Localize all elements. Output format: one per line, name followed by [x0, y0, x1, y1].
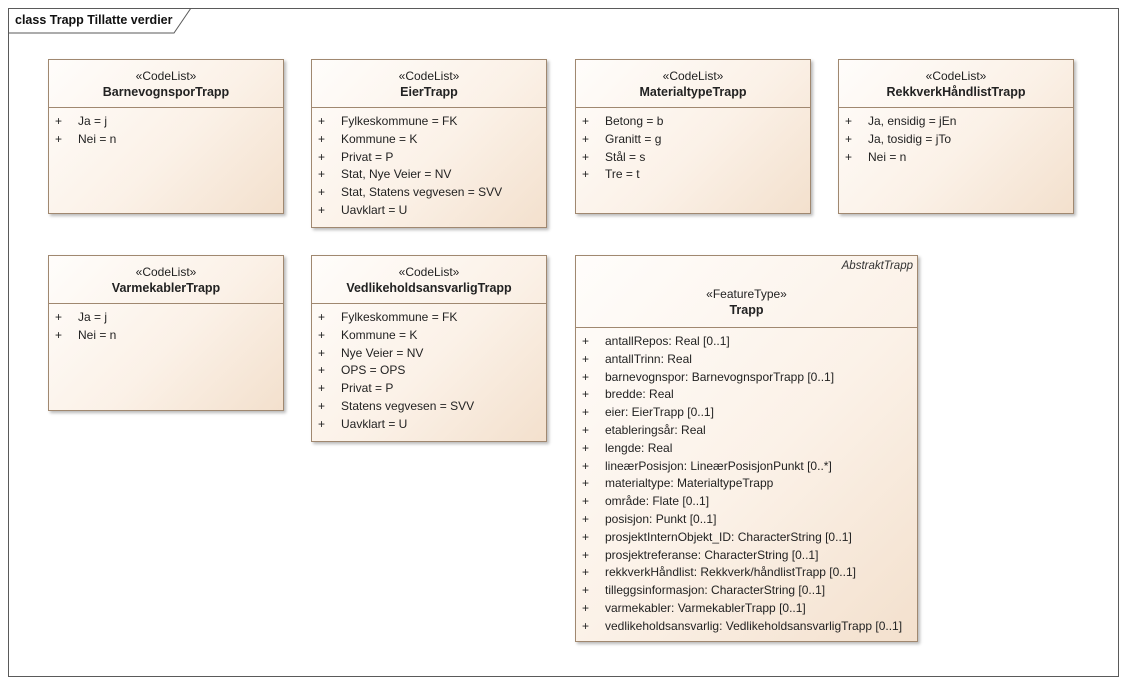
class-attribute[interactable]	[576, 113, 810, 131]
attribute-text: posisjon: Punkt [0..1]	[605, 511, 717, 526]
class-attribute[interactable]	[312, 416, 546, 434]
abstract-class-label: AbstraktTrapp	[841, 260, 913, 272]
class-stereotype: «CodeList»	[662, 69, 724, 83]
class-name: EierTrapp	[400, 85, 458, 99]
visibility-public-icon: +	[582, 458, 590, 473]
visibility-public-icon: +	[582, 618, 590, 633]
class-attribute[interactable]	[312, 149, 546, 167]
visibility-public-icon: +	[582, 351, 590, 366]
visibility-public-icon: +	[582, 369, 590, 384]
visibility-public-icon: +	[318, 114, 326, 128]
attribute-text: antallTrinn: Real	[605, 351, 692, 366]
attribute-text: lineærPosisjon: LineærPosisjonPunkt [0..*]	[605, 458, 832, 473]
attribute-text: antallRepos: Real [0..1]	[605, 334, 730, 348]
class-attribute[interactable]	[576, 493, 917, 511]
class-attribute[interactable]	[576, 529, 917, 547]
class-stereotype: «FeatureType»	[706, 287, 787, 301]
class-header	[576, 60, 810, 108]
class-header	[49, 60, 283, 108]
visibility-public-icon: +	[582, 167, 590, 182]
class-header	[839, 60, 1073, 108]
visibility-public-icon: +	[318, 363, 326, 378]
visibility-public-icon: +	[582, 131, 590, 146]
attribute-text: bredde: Real	[605, 387, 674, 402]
class-attribute[interactable]	[576, 149, 810, 167]
attribute-text: varmekabler: VarmekablerTrapp [0..1]	[605, 600, 806, 615]
class-stereotype: «CodeList»	[135, 265, 197, 279]
attribute-text: Nei = n	[78, 131, 117, 146]
class-attribute[interactable]	[49, 131, 283, 149]
class-attribute[interactable]	[312, 309, 546, 327]
visibility-public-icon: +	[318, 345, 326, 360]
class-header	[49, 256, 283, 304]
visibility-public-icon: +	[55, 310, 63, 324]
visibility-public-icon: +	[582, 387, 590, 402]
attribute-text: Nei = n	[868, 149, 907, 164]
visibility-public-icon: +	[582, 149, 590, 164]
class-box[interactable]	[838, 59, 1074, 214]
visibility-public-icon: +	[582, 440, 590, 455]
visibility-public-icon: +	[582, 334, 590, 348]
class-box[interactable]	[575, 255, 918, 642]
class-attribute[interactable]	[576, 131, 810, 149]
class-attribute-list	[49, 304, 283, 345]
class-attribute[interactable]	[312, 131, 546, 149]
attribute-text: Nei = n	[78, 327, 117, 342]
visibility-public-icon: +	[845, 149, 853, 164]
class-attribute[interactable]	[576, 333, 917, 351]
class-attribute-list	[576, 108, 810, 184]
attribute-text: Stat, Statens vegvesen = SVV	[341, 185, 503, 200]
class-attribute[interactable]	[576, 547, 917, 565]
attribute-text: Fylkeskommune = FK	[341, 114, 458, 128]
attribute-text: Ja, tosidig = jTo	[868, 131, 952, 146]
attribute-text: Nye Veier = NV	[341, 345, 424, 360]
attribute-text: Kommune = K	[341, 327, 418, 342]
visibility-public-icon: +	[55, 131, 63, 146]
visibility-public-icon: +	[582, 494, 590, 509]
visibility-public-icon: +	[845, 114, 853, 128]
class-attribute-list	[49, 108, 283, 149]
class-stereotype: «CodeList»	[925, 69, 987, 83]
attribute-text: Stål = s	[605, 149, 646, 164]
visibility-public-icon: +	[318, 131, 326, 146]
attribute-text: prosjektreferanse: CharacterString [0..1]	[605, 547, 819, 562]
visibility-public-icon: +	[318, 149, 326, 164]
visibility-public-icon: +	[55, 327, 63, 342]
class-header	[312, 256, 546, 304]
visibility-public-icon: +	[318, 398, 326, 413]
class-attribute[interactable]	[312, 202, 546, 220]
class-header	[576, 256, 917, 328]
attribute-text: Ja = j	[78, 310, 108, 324]
class-attribute[interactable]	[312, 380, 546, 398]
visibility-public-icon: +	[318, 416, 326, 431]
frame-title: class Trapp Tillatte verdier	[15, 13, 173, 27]
class-attribute[interactable]	[312, 184, 546, 202]
attribute-text: Ja = j	[78, 114, 108, 128]
attribute-text: Granitt = g	[605, 131, 662, 146]
class-stereotype: «CodeList»	[398, 69, 460, 83]
class-attribute[interactable]	[312, 113, 546, 131]
class-attribute[interactable]	[576, 422, 917, 440]
visibility-public-icon: +	[582, 511, 590, 526]
class-header	[312, 60, 546, 108]
attribute-text: Fylkeskommune = FK	[341, 310, 458, 324]
class-attribute[interactable]	[576, 369, 917, 387]
attribute-text: rekkverkHåndlist: Rekkverk/håndlistTrapp [0..1]	[605, 565, 856, 580]
class-attribute[interactable]	[839, 113, 1073, 131]
class-attribute[interactable]	[576, 511, 917, 529]
visibility-public-icon: +	[582, 422, 590, 437]
attribute-text: tilleggsinformasjon: CharacterString [0..1]	[605, 583, 826, 598]
attribute-text: Privat = P	[341, 381, 394, 396]
class-name: Trapp	[729, 303, 764, 317]
visibility-public-icon: +	[582, 114, 590, 128]
class-name: MaterialtypeTrapp	[639, 85, 747, 99]
class-attribute[interactable]	[576, 618, 917, 636]
attribute-text: OPS = OPS	[341, 363, 406, 378]
visibility-public-icon: +	[582, 547, 590, 562]
visibility-public-icon: +	[318, 327, 326, 342]
class-attribute-list	[576, 328, 917, 636]
class-attribute[interactable]	[576, 351, 917, 369]
attribute-text: Statens vegvesen = SVV	[341, 398, 475, 413]
visibility-public-icon: +	[318, 381, 326, 396]
class-attribute[interactable]	[839, 131, 1073, 149]
class-attribute[interactable]	[49, 327, 283, 345]
class-attribute[interactable]	[576, 386, 917, 404]
class-box[interactable]	[311, 255, 547, 442]
class-name: BarnevognsporTrapp	[102, 85, 230, 99]
class-attribute-list	[312, 304, 546, 434]
attribute-text: lengde: Real	[605, 440, 673, 455]
visibility-public-icon: +	[318, 167, 326, 182]
attribute-text: Stat, Nye Veier = NV	[341, 167, 452, 182]
class-box[interactable]	[48, 59, 284, 214]
class-box[interactable]	[575, 59, 811, 214]
attribute-text: Uavklart = U	[341, 202, 408, 217]
attribute-text: Uavklart = U	[341, 416, 408, 431]
class-name: VedlikeholdsansvarligTrapp	[346, 281, 512, 295]
attribute-text: etableringsår: Real	[605, 422, 706, 437]
class-attribute[interactable]	[49, 113, 283, 131]
class-attribute[interactable]	[576, 475, 917, 493]
class-attribute[interactable]	[312, 327, 546, 345]
class-attribute[interactable]	[312, 362, 546, 380]
attribute-text: barnevognspor: BarnevognsporTrapp [0..1]	[605, 369, 835, 384]
attribute-text: materialtype: MaterialtypeTrapp	[605, 476, 774, 491]
visibility-public-icon: +	[318, 185, 326, 200]
class-attribute[interactable]	[49, 309, 283, 327]
class-attribute[interactable]	[576, 458, 917, 476]
visibility-public-icon: +	[582, 405, 590, 420]
class-box[interactable]	[311, 59, 547, 228]
attribute-text: vedlikeholdsansvarlig: VedlikeholdsansvarligTrapp [0..1]	[605, 618, 903, 633]
class-stereotype: «CodeList»	[398, 265, 460, 279]
visibility-public-icon: +	[318, 310, 326, 324]
attribute-text: Betong = b	[605, 114, 664, 128]
class-attribute[interactable]	[576, 440, 917, 458]
class-attribute[interactable]	[312, 398, 546, 416]
visibility-public-icon: +	[582, 529, 590, 544]
visibility-public-icon: +	[318, 202, 326, 217]
class-attribute[interactable]	[839, 149, 1073, 167]
attribute-text: område: Flate [0..1]	[605, 494, 710, 509]
visibility-public-icon: +	[582, 600, 590, 615]
attribute-text: eier: EierTrapp [0..1]	[605, 405, 714, 420]
class-attribute-list	[312, 108, 546, 220]
class-attribute[interactable]	[576, 404, 917, 422]
visibility-public-icon: +	[55, 114, 63, 128]
class-attribute[interactable]	[576, 166, 810, 184]
class-attribute[interactable]	[576, 564, 917, 582]
class-attribute[interactable]	[312, 166, 546, 184]
class-attribute-list	[839, 108, 1073, 166]
class-stereotype: «CodeList»	[135, 69, 197, 83]
visibility-public-icon: +	[582, 583, 590, 598]
class-attribute[interactable]	[312, 345, 546, 363]
attribute-text: Kommune = K	[341, 131, 418, 146]
attribute-text: Ja, ensidig = jEn	[868, 114, 957, 128]
visibility-public-icon: +	[845, 131, 853, 146]
attribute-text: Tre = t	[605, 167, 640, 182]
attribute-text: prosjektInternObjekt_ID: CharacterString [0..1]	[605, 529, 852, 544]
class-attribute[interactable]	[576, 582, 917, 600]
attribute-text: Privat = P	[341, 149, 394, 164]
visibility-public-icon: +	[582, 565, 590, 580]
class-name: RekkverkHåndlistTrapp	[886, 85, 1026, 99]
visibility-public-icon: +	[582, 476, 590, 491]
class-attribute[interactable]	[576, 600, 917, 618]
class-name: VarmekablerTrapp	[111, 281, 221, 295]
class-box[interactable]	[48, 255, 284, 411]
